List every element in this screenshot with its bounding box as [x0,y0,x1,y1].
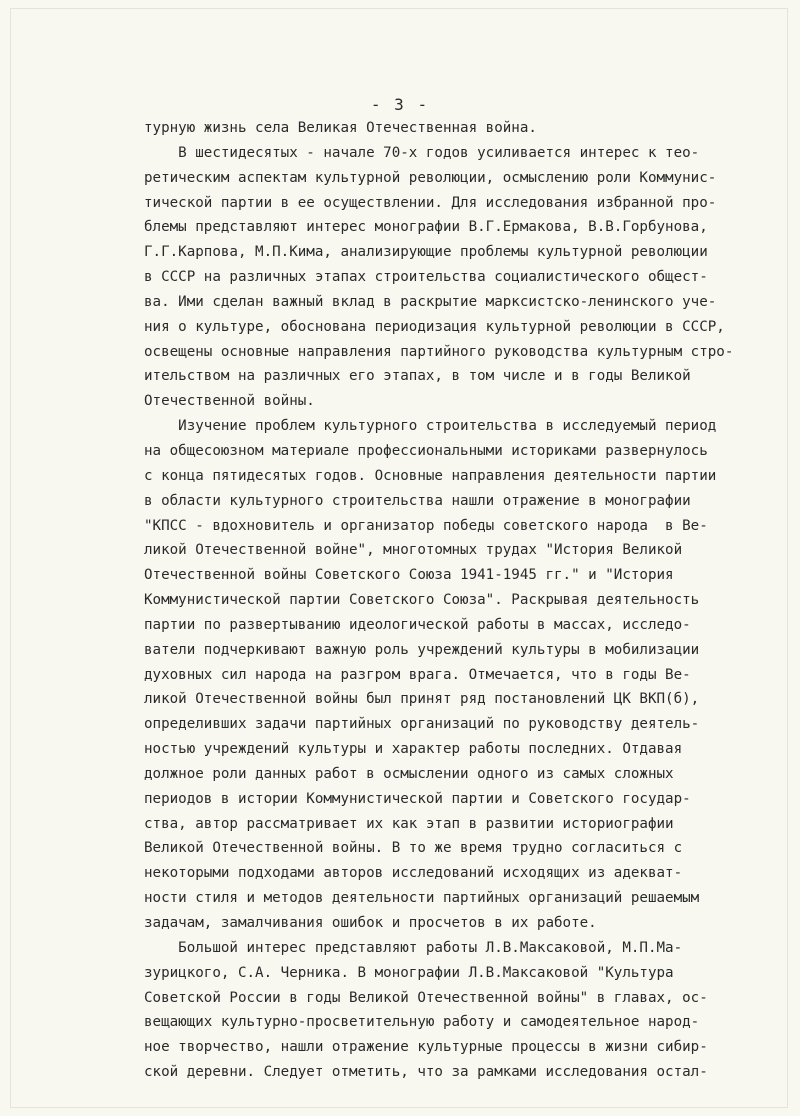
text-line: ликой Отечественной войне", многотомных трудах "История Великой [144,542,683,559]
text-line: ное творчество, нашли отражение культурные процессы в жизни сибир- [144,1039,708,1056]
text-line: ства, автор рассматривает их как этап в развитии историографии [144,815,674,832]
text-line: турную жизнь села Великая Отечественная война. [144,120,537,136]
text-line: ва. Ими сделан важный вклад в раскрытие марксистско-ленинского уче- [144,293,717,310]
body-text [144,116,734,1085]
text-line: тической партии в ее осуществлении. Для исследования избранной про- [144,194,717,211]
text-line: вещающих культурно-просветительную работу и самодеятельное народ- [144,1014,700,1031]
text-line: ликой Отечественной войны был принят ряд постановлений ЦК ВКП(б), [144,691,700,708]
text-line: Отечественной войны Советского Союза 1941-1945 гг." и "История [144,567,674,584]
text-line: Изучение проблем культурного строительства в исследуемый период [144,418,717,435]
text-line: Великой Отечественной войны. В то же время трудно согласиться с [144,840,683,857]
text-line: с конца пятидесятых годов. Основные направления деятельности партии [144,467,717,484]
text-line: Г.Г.Карпова, М.П.Кима, анализирующие проблемы культурной революции [144,244,708,261]
text-line: освещены основные направления партийного руководства культурным стро- [144,343,734,360]
text-line: Коммунистической партии Советского Союза". Раскрывая деятельность [144,592,700,609]
text-line: в СССР на различных этапах строительства социалистического общест- [144,269,708,286]
text-line: зурицкого, С.А. Черника. В монографии Л.В.Максаковой "Культура [144,964,674,981]
text-line: ности стиля и методов деятельности партийных организаций решаемым [144,890,700,907]
text-line: на общесоюзном материале профессиональными историками развернулось [144,442,708,459]
text-line: партии по развертыванию идеологической работы в массах, исследо- [144,616,691,633]
text-line: должное роли данных работ в осмыслении одного из самых сложных [144,765,674,782]
text-line: ния о культуре, обоснована периодизация культурной революции в СССР, [144,318,725,335]
text-line: Отечественной войны. [144,393,315,410]
text-line: Советской России в годы Великой Отечественной войны" в главах, ос- [144,989,708,1006]
text-line: ительством на различных его этапах, в том числе и в годы Великой [144,368,691,385]
text-line: ской деревни. Следует отметить, что за рамками исследования остал- [144,1064,708,1081]
text-line: блемы представляют интерес монографии В.Г.Ермакова, В.В.Горбунова, [144,219,708,236]
text-line: некоторыми подходами авторов исследований исходящих из адекват- [144,865,683,882]
text-line: ретическим аспектам культурной революции, осмыслению роли Коммунис- [144,169,717,186]
text-line: ватели подчеркивают важную роль учреждений культуры в мобилизации [144,641,700,658]
text-line: периодов в истории Коммунистической партии и Советского государ- [144,790,691,807]
text-line: Большой интерес представляют работы Л.В.Максаковой, М.П.Ма- [144,939,683,956]
text-line: В шестидесятых - начале 70-х годов усиливается интерес к тео- [144,144,700,161]
page-number: - 3 - [370,95,430,114]
text-line: "КПСС - вдохновитель и организатор победы советского народа в Ве- [144,517,708,534]
text-line: задачам, замалчивания ошибок и просчетов в их работе. [144,915,597,931]
text-line: духовных сил народа на разгром врага. Отмечается, что в годы Ве- [144,666,691,683]
text-line: в области культурного строительства нашли отражение в монографии [144,492,691,509]
text-line: определивших задачи партийных организаций по руководству деятель- [144,716,700,733]
text-line: ностью учреждений культуры и характер работы последних. Отдавая [144,741,683,758]
